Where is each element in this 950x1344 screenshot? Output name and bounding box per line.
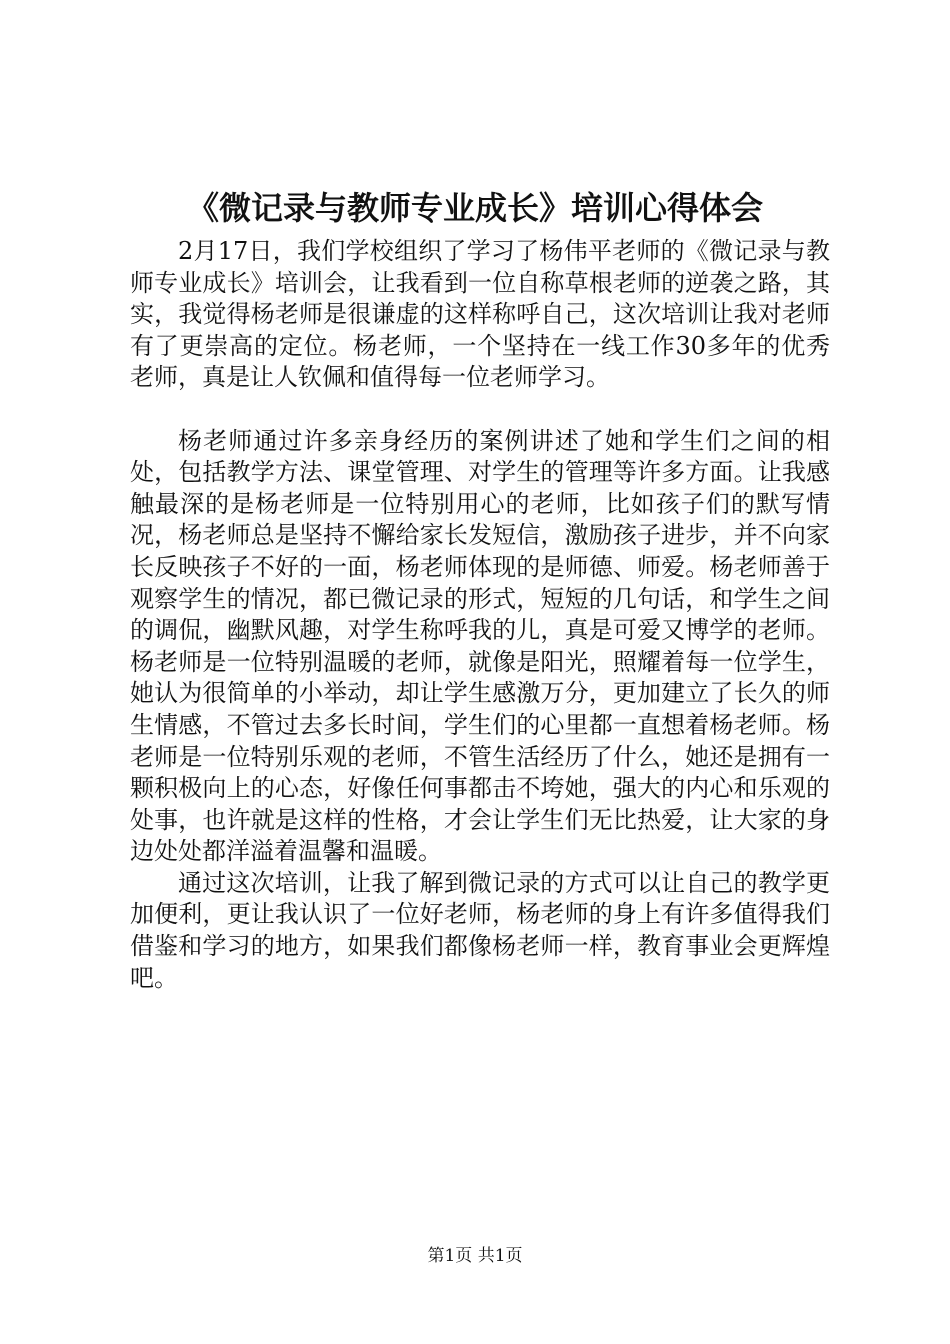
page-number-footer: 第1页 共1页: [427, 1246, 523, 1266]
paragraph-3: 通过这次培训，让我了解到微记录的方式可以让自己的教学更加便利，更让我认识了一位好老师，杨老师的身上有许多值得我们借鉴和学习的地方，如果我们都像杨老师一样，教育事业会更辉煌吧。: [130, 868, 830, 992]
document-title: 《微记录与教师专业成长》培训心得体会: [186, 189, 763, 227]
paragraph-2: 杨老师通过许多亲身经历的案例讲述了她和学生们之间的相处，包括教学方法、课堂管理、对学生的管理等许多方面。让我感触最深的是杨老师是一位特别用心的老师，比如孩子们的默写情况，杨老师总是坚持不懈给家长发短信，激励孩子进步，并不向家长反映孩子不好的一面，杨老师体现的是师德、师爱。杨老师善于观察学生的情况，都已微记录的形式，短短的几句话，和学生之间的调侃，幽默风趣，对学生称呼我的儿，真是可爱又博学的老师。杨老师是一位特别温暖的老师，就像是阳光，照耀着每一位学生，她认为很简单的小举动，却让学生感激万分，更加建立了长久的师生情感，不管过去多长时间，学生们的心里都一直想着杨老师。杨老师是一位特别乐观的老师，不管生活经历了什么，她还是拥有一颗积极向上的心态，好像任何事都击不垮她，强大的内心和乐观的处事，也许就是这样的性格，才会让学生们无比热爱，让大家的身边处处都洋溢着温馨和温暖。: [130, 426, 830, 866]
paragraph-1: 2月17日，我们学校组织了学习了杨伟平老师的《微记录与教师专业成长》培训会，让我看到一位自称草根老师的逆袭之路，其实，我觉得杨老师是很谦虚的这样称呼自己，这次培训让我对老师有了更崇高的定位。杨老师，一个坚持在一线工作30多年的优秀老师，真是让人钦佩和值得每一位老师学习。: [130, 237, 830, 392]
document-body: [130, 236, 830, 994]
